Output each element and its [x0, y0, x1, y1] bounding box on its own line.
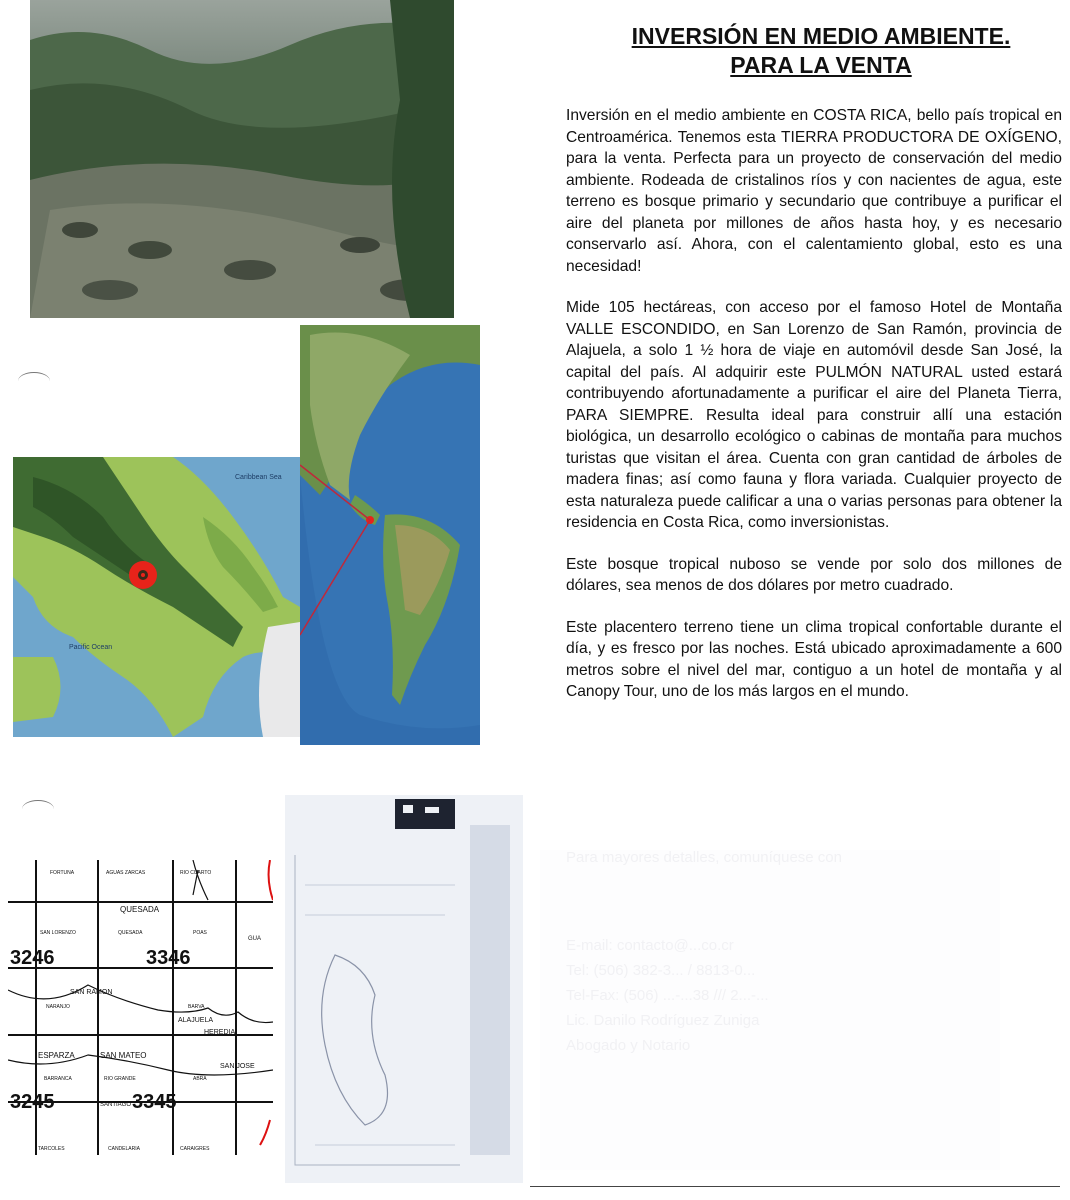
topographic-index-map: [8, 860, 273, 1155]
topo-label: AGUAS ZARCAS: [106, 870, 146, 876]
punch-hole-mark: [22, 800, 54, 818]
sheet-code: 3245: [10, 1091, 55, 1113]
topo-label: ESPARZA: [38, 1051, 75, 1060]
title-line-2: PARA LA VENTA: [730, 52, 912, 78]
faxed-survey-map: [285, 795, 523, 1183]
topo-label: SAN LORENZO: [40, 930, 76, 936]
topo-label: QUESADA: [120, 905, 160, 914]
topo-label: RIO CUARTO: [180, 870, 212, 876]
sheet-code: 3346: [146, 947, 191, 969]
topo-label: POAS: [193, 930, 207, 936]
river-photo: [30, 0, 454, 318]
topo-label: CANDELARIA: [108, 1146, 140, 1152]
costa-rica-map: [13, 457, 300, 737]
topo-label: RIO GRANDE: [104, 1076, 136, 1082]
topo-label: GUA: [248, 936, 262, 942]
topo-label: CARAIGRES: [180, 1146, 210, 1152]
document-title: [580, 22, 1062, 80]
sheet-code: 3246: [10, 947, 55, 969]
topo-label: SAN RAMON: [70, 989, 113, 996]
faded-contact-phone: Tel: (506) 382-3... / 8813-0...: [566, 962, 756, 979]
faded-contact-intro: Para mayores detalles, comuníquese con: [566, 849, 842, 866]
punch-hole-mark: [18, 372, 50, 390]
topo-label: BARVA: [188, 1004, 205, 1010]
faded-contact-role: Abogado y Notario: [566, 1037, 691, 1054]
sheet-code: 3345: [132, 1091, 177, 1113]
topo-label: FORTUNA: [50, 870, 75, 876]
topo-label: BARRANCA: [44, 1076, 72, 1082]
paragraph-3: Este bosque tropical nuboso se vende por solo dos millones de dólares, sea menos de dos dólares por metro cuadrado.: [566, 555, 1062, 594]
ocean-label: Pacific Ocean: [69, 644, 113, 651]
topo-label: NARANJO: [46, 1004, 70, 1010]
title-line-1: INVERSIÓN EN MEDIO AMBIENTE.: [631, 23, 1011, 49]
bottom-divider: [530, 1186, 1060, 1187]
faded-contact-name: Lic. Danilo Rodríguez Zuniga: [566, 1012, 760, 1029]
topo-label: SAN MATEO: [100, 1051, 147, 1060]
faded-contact-email: E-mail: contacto@...co.cr: [566, 937, 734, 954]
world-map-americas: [300, 325, 480, 745]
paragraph-2: Mide 105 hectáreas, con acceso por el famoso Hotel de Montaña VALLE ESCONDIDO, en San Lorenzo de San Ramón, provincia de Alajuela, a solo 1 ½ hora de viaje en automóvil desde San José, la capital del país. Al adquirir este PULMÓN NATURAL usted estará contribuyendo afortunadamente a purificar el aire del Planeta Tierra, PARA SIEMPRE. Resulta ideal para construir allí una estación biológica, un desarrollo ecológico o cabinas de montaña para muchos turistas que visitan el área. Cuenta con gran cantidad de árboles de madera finas; así como fauna y flora variada. Cualquier proyecto de esta naturaleza puede calificar a una o varias personas para obtener la residencia en Costa Rica, como inversionistas.: [566, 299, 1062, 531]
topo-label: ALAJUELA: [178, 1017, 214, 1024]
article-text: [566, 22, 1062, 703]
faded-contact-fax: Tel-Fax: (506) ...-...38 /// 2...-...: [566, 987, 769, 1004]
topo-label: HEREDIA: [204, 1029, 236, 1036]
paragraph-4: Este placentero terreno tiene un clima tropical confortable durante el día, y es fresco por las noches. Está ubicado aproximadamente a 600 metros sobre el nivel del mar, contiguo a un hotel de montaña y al Canopy Tour, uno de los más largos en el mundo.: [566, 618, 1062, 700]
topo-label: TARCOLES: [38, 1146, 65, 1152]
topo-label: QUESADA: [118, 930, 143, 936]
sea-label: Caribbean Sea: [235, 474, 282, 481]
topo-label: ABRA: [193, 1076, 207, 1082]
paragraph-1: Inversión en el medio ambiente en COSTA RICA, bello país tropical en Centroamérica. Tenemos esta TIERRA PRODUCTORA DE OXÍGENO, para la venta. Perfecta para un proyecto de conservación del medio ambiente. Rodeada de cristalinos ríos y con nacientes de agua, este terreno es bosque primario y secundario que contribuye a purificar el aire del planeta por millones de años hasta hoy, y es necesario conservarlo así. Ahora, con el calentamiento global, esto es una necesidad!: [566, 107, 1062, 275]
topo-label: SANTIAGO: [100, 1102, 132, 1108]
topo-label: SAN JOSE: [220, 1063, 255, 1070]
